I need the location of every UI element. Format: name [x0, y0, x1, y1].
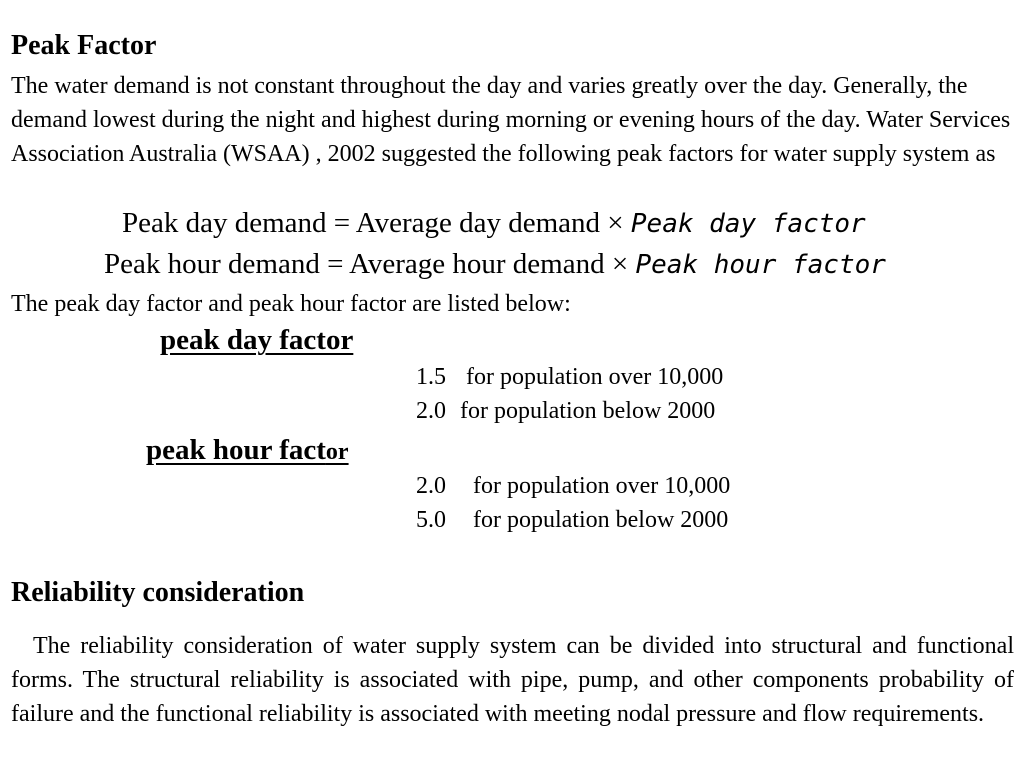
hour-factor-row [416, 473, 730, 500]
hour-factor-value: 5.0 [416, 507, 446, 533]
day-factor-desc: for population over 10,000 [466, 364, 724, 390]
peak-hour-factor-title-tail: or [325, 439, 349, 465]
reliability-heading: Reliability consideration [11, 577, 305, 608]
peak-hour-equation-lhs: Peak hour demand = Average hour demand × [104, 248, 636, 280]
peak-hour-factor-title-main: peak hour fact [146, 434, 326, 466]
peak-day-equation [122, 207, 866, 240]
listed-below-text: The peak day factor and peak hour factor are listed below: [11, 291, 571, 317]
peak-day-equation-lhs: Peak day demand = Average day demand × [122, 207, 631, 239]
peak-hour-equation-factor: Peak hour factor [635, 250, 886, 280]
peak-day-factor-title: peak day factor [160, 324, 354, 356]
peak-day-equation-factor: Peak day factor [630, 209, 866, 239]
hour-factor-desc: for population below 2000 [473, 507, 729, 533]
day-factor-value: 2.0 [416, 398, 446, 424]
hour-factor-row [416, 507, 728, 534]
peak-hour-factor-title [146, 434, 349, 467]
day-factor-value: 1.5 [416, 364, 446, 390]
hour-factor-desc: for population over 10,000 [473, 473, 731, 499]
hour-factor-value: 2.0 [416, 473, 446, 499]
peak-factor-intro: The water demand is not constant throughout the day and varies greatly over the day. Generally, the demand lowest during the night and highest during morning or evening hours of the day. Water Services Association Australia (WSAA) , 2002 suggested the following peak factors for water supply system as [11, 73, 1011, 167]
day-factor-row [416, 364, 723, 391]
reliability-body: The reliability consideration of water supply system can be divided into structural and functional forms. The structural reliability is associated with pipe, pump, and other components probability of failure and the functional reliability is associated with meeting nodal pressure and flow requirements. [11, 633, 1014, 727]
peak-factor-heading: Peak Factor [11, 30, 157, 61]
peak-hour-equation [104, 248, 886, 281]
day-factor-row [416, 398, 715, 425]
day-factor-desc: for population below 2000 [460, 398, 716, 424]
